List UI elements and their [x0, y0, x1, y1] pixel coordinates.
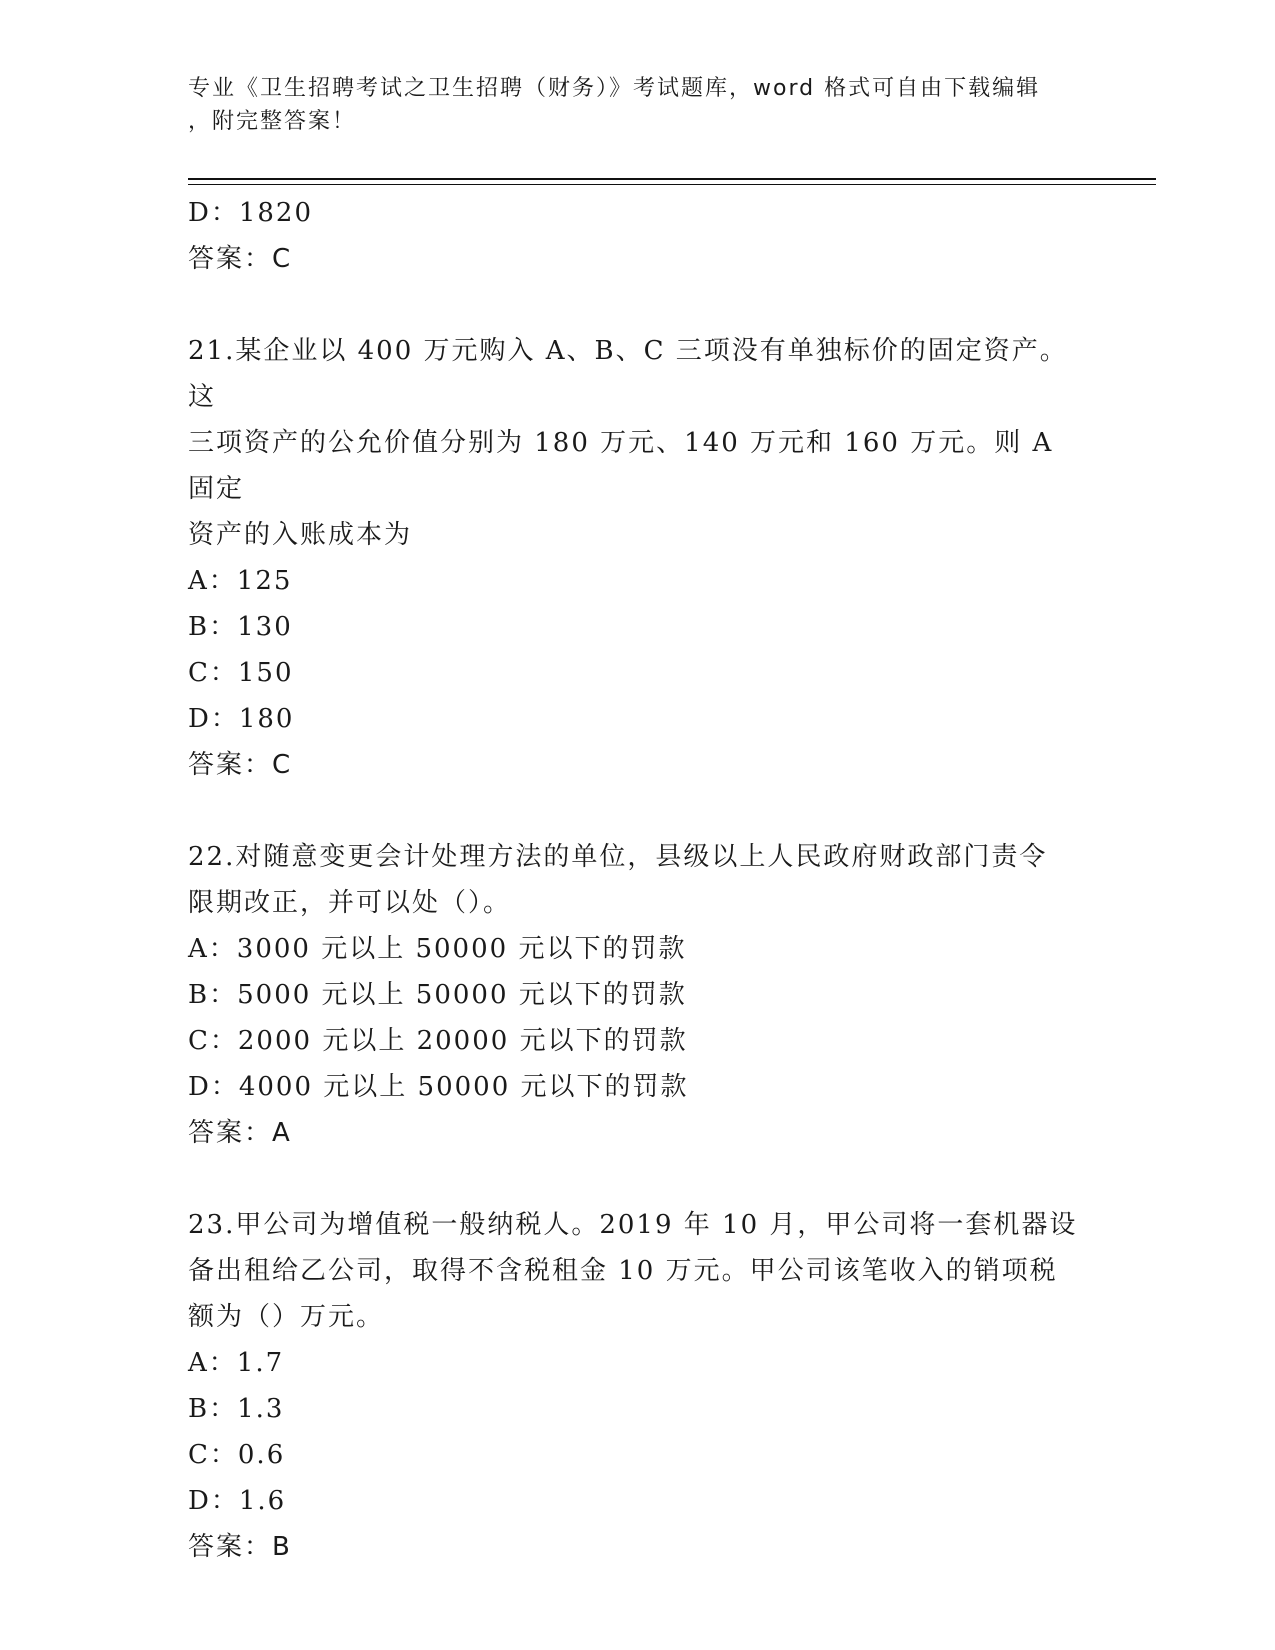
option-d: D：1.6: [188, 1486, 287, 1516]
spacer: [188, 282, 1088, 328]
option-a: A：3000 元以上 50000 元以下的罚款: [188, 934, 687, 964]
question-22: [188, 834, 1088, 1156]
header-line-1: 专业《卫生招聘考试之卫生招聘（财务）》考试题库，word 格式可自由下载编辑: [188, 76, 1041, 101]
option-a: A：1.7: [188, 1348, 285, 1378]
question-21: [188, 328, 1088, 788]
option-c: C：150: [188, 658, 294, 688]
question-text-line: 限期改正，并可以处（）。: [188, 888, 512, 918]
option-c: C：2000 元以上 20000 元以下的罚款: [188, 1026, 688, 1056]
option-b: B：5000 元以上 50000 元以下的罚款: [188, 980, 687, 1010]
question-text-line: 21.某企业以 400 万元购入 A、B、C 三项没有单独标价的固定资产。这: [188, 336, 1068, 412]
question-text: [188, 834, 1088, 926]
answer-line: 答案：A: [188, 1118, 292, 1148]
header-line-2: ，附完整答案！: [188, 109, 357, 134]
question-text: [188, 1202, 1088, 1340]
header-rule-thin: [188, 184, 1156, 185]
spacer: [188, 1156, 1088, 1202]
option-d: D：180: [188, 704, 295, 734]
option-c: C：0.6: [188, 1440, 286, 1470]
previous-question-tail: [188, 190, 1088, 282]
spacer: [188, 788, 1088, 834]
document-header: [188, 72, 1068, 138]
question-text-line: 额为（）万元。: [188, 1302, 385, 1332]
question-text-line: 22.对随意变更会计处理方法的单位，县级以上人民政府财政部门责令: [188, 842, 1048, 872]
answer-line: 答案：C: [188, 244, 293, 274]
option-b: B：130: [188, 612, 293, 642]
option-d: D：4000 元以上 50000 元以下的罚款: [188, 1072, 689, 1102]
question-text-line: 备出租给乙公司，取得不含税租金 10 万元。甲公司该笔收入的销项税: [188, 1256, 1058, 1286]
question-text-line: 三项资产的公允价值分别为 180 万元、140 万元和 160 万元。则 A 固定: [188, 428, 1054, 504]
option-d: D：1820: [188, 198, 314, 228]
question-text-line: 23.甲公司为增值税一般纳税人。2019 年 10 月，甲公司将一套机器设: [188, 1210, 1078, 1240]
question-list: [188, 190, 1088, 1570]
option-b: B：1.3: [188, 1394, 285, 1424]
question-text-line: 资产的入账成本为: [188, 520, 413, 550]
answer-line: 答案：C: [188, 750, 293, 780]
option-a: A：125: [188, 566, 293, 596]
answer-line: 答案：B: [188, 1532, 292, 1562]
header-rule-thick: [188, 178, 1156, 180]
question-text: [188, 328, 1088, 558]
question-23: [188, 1202, 1088, 1570]
